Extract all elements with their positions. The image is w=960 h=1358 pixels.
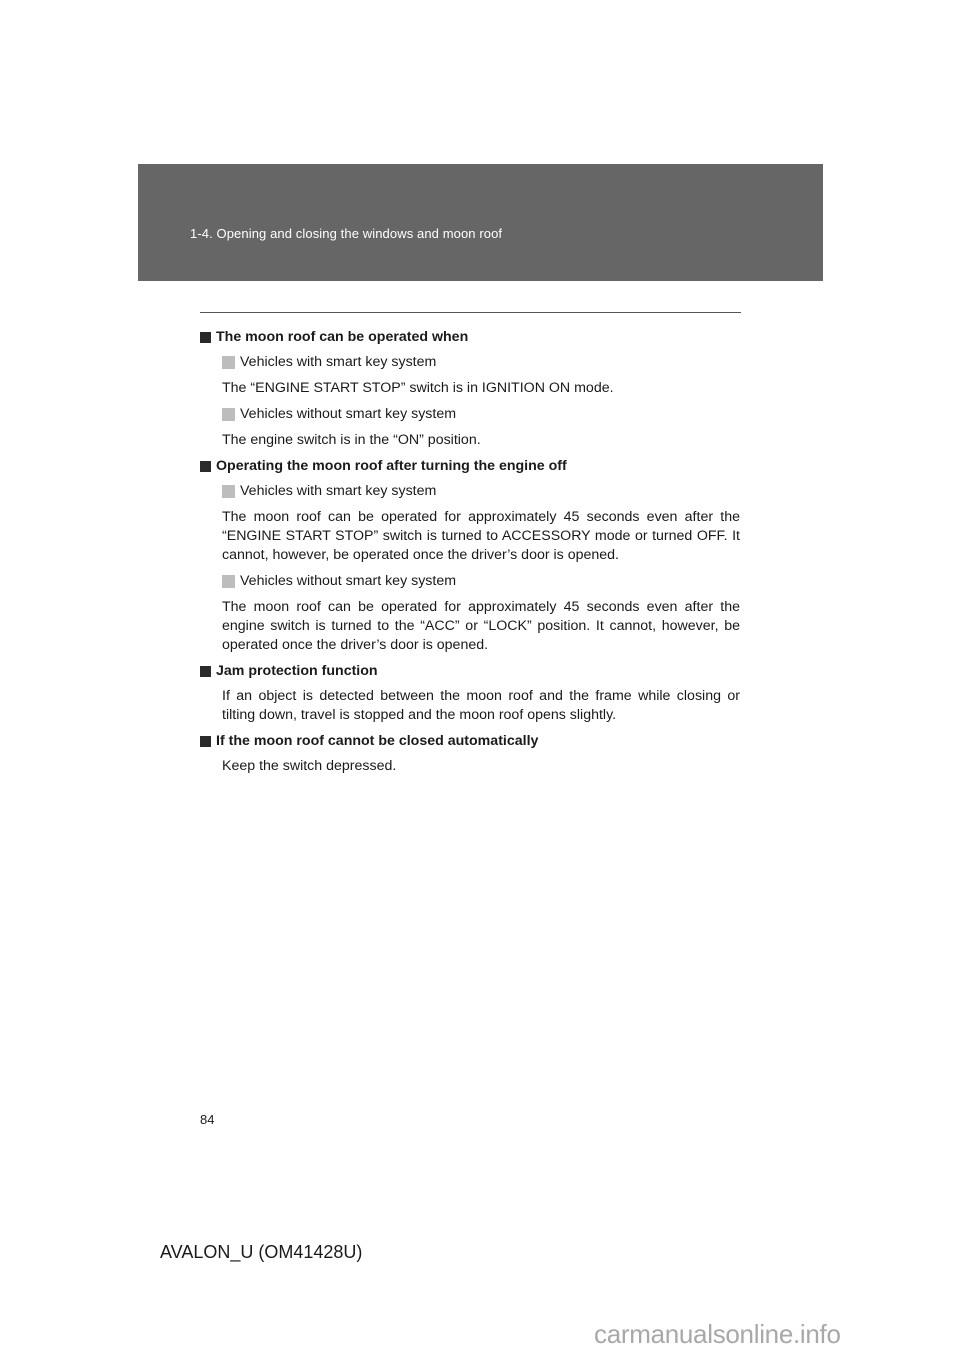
watermark: carmanualsonline.info <box>594 1319 841 1349</box>
black-square-icon <box>200 666 211 677</box>
paragraph: If an object is detected between the moon roof and the frame while closing or tilting down, travel is stopped and the moon roof opens slightly. <box>222 688 740 723</box>
section-heading <box>200 732 740 751</box>
section-heading <box>200 662 740 681</box>
sub-label-text: Vehicles without smart key system <box>240 406 457 422</box>
black-square-icon <box>200 461 211 472</box>
sub-label-text: Vehicles without smart key system <box>240 573 457 589</box>
gray-square-icon <box>222 356 235 369</box>
sub-label-text: Vehicles with smart key system <box>240 354 437 370</box>
content-body <box>200 328 740 783</box>
gray-square-icon <box>222 575 235 588</box>
sub-label <box>200 353 740 372</box>
sub-label <box>200 405 740 424</box>
heading-text: Operating the moon roof after turning the engine off <box>216 458 567 474</box>
paragraph: Keep the switch depressed. <box>222 758 397 774</box>
black-square-icon <box>200 736 211 747</box>
page-number: 84 <box>200 1112 215 1127</box>
heading-text: Jam protection function <box>216 663 378 679</box>
paragraph: The moon roof can be operated for approximately 45 seconds even after the engine switch is turned to the “ACC” or “LOCK” position. It cannot, however, be operated once the driver’s door is opened. <box>222 599 740 653</box>
section-title: 1-4. Opening and closing the windows and moon roof <box>190 226 503 241</box>
sub-label <box>200 572 740 591</box>
section-heading <box>200 457 740 476</box>
sub-label-text: Vehicles with smart key system <box>240 483 437 499</box>
heading-text: If the moon roof cannot be closed automatically <box>216 733 539 749</box>
sub-label <box>200 482 740 501</box>
gray-square-icon <box>222 408 235 421</box>
paragraph: The engine switch is in the “ON” position. <box>222 432 481 448</box>
section-heading <box>200 328 740 347</box>
black-square-icon <box>200 332 211 343</box>
header-band <box>138 164 823 281</box>
manual-code: AVALON_U (OM41428U) <box>160 1242 363 1262</box>
gray-square-icon <box>222 485 235 498</box>
paragraph: The moon roof can be operated for approximately 45 seconds even after the “ENGINE START STOP” switch is turned to ACCESSORY mode or turned OFF. It cannot, however, be operated once the driver’s door is opened. <box>222 509 740 563</box>
divider-rule <box>200 312 741 313</box>
heading-text: The moon roof can be operated when <box>216 329 469 345</box>
paragraph: The “ENGINE START STOP” switch is in IGNITION ON mode. <box>222 380 614 396</box>
